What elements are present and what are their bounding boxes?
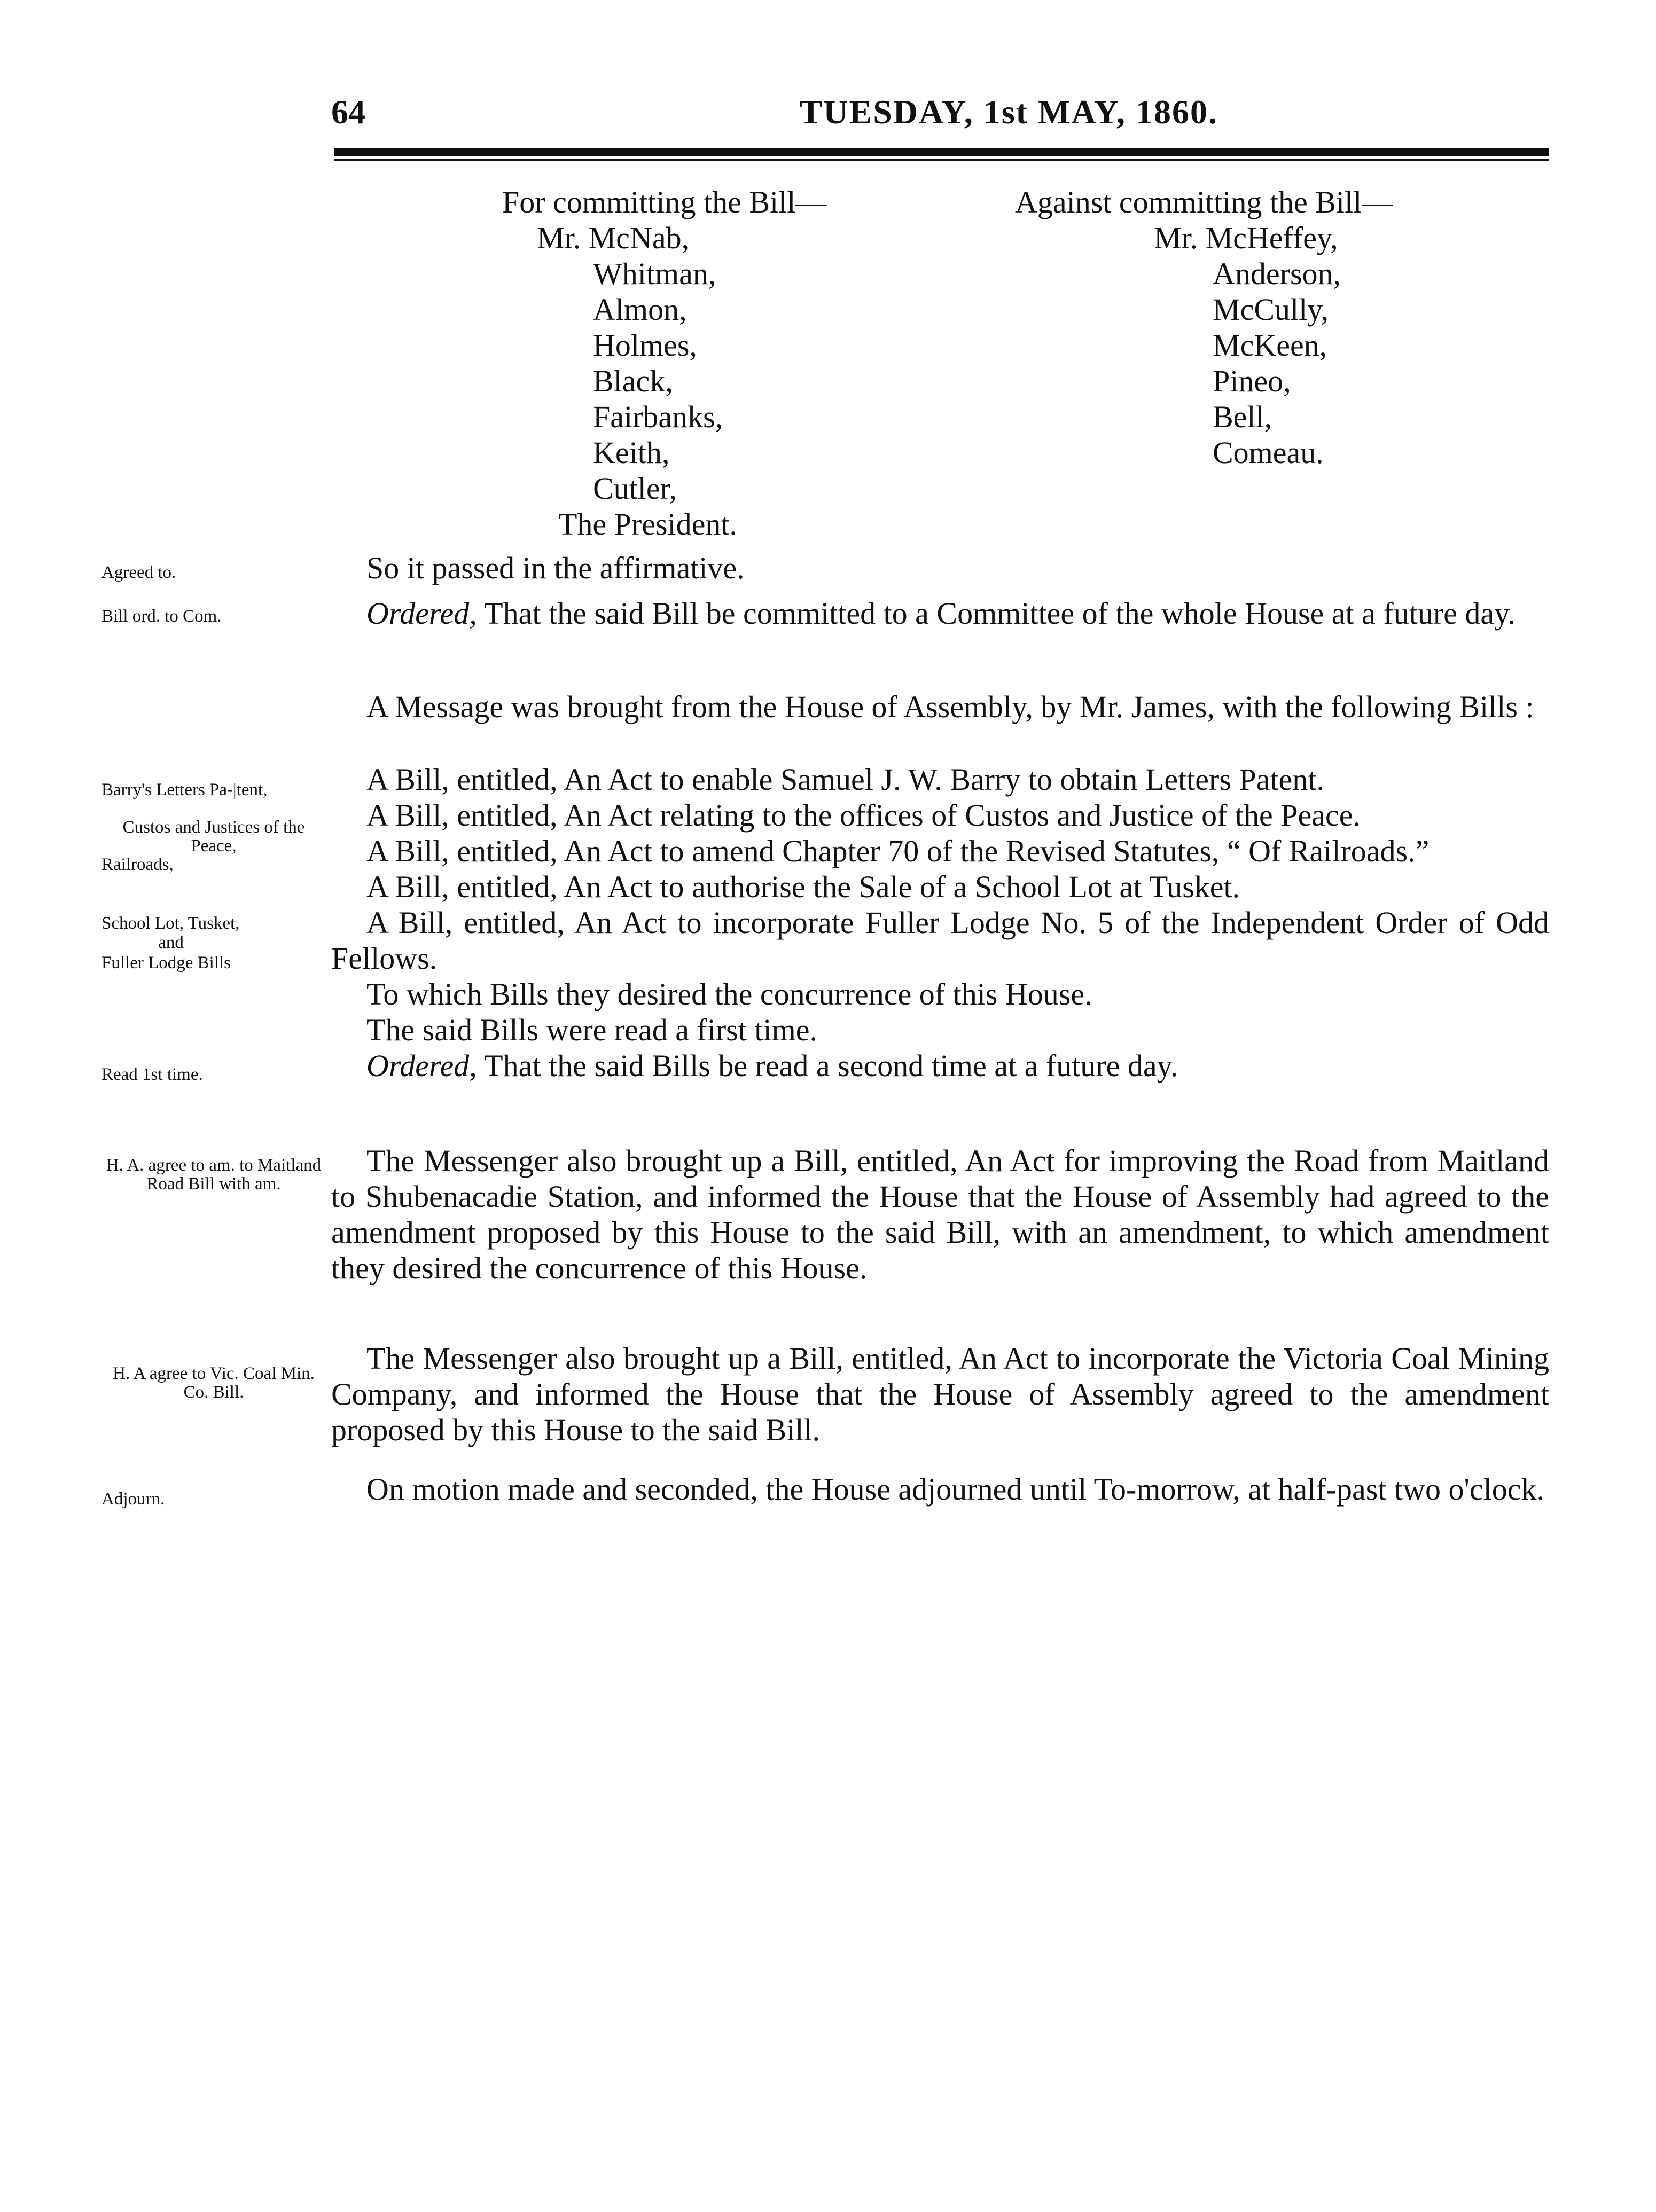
against-name: Pineo, xyxy=(1213,364,1291,398)
margin-note-fuller: Fuller Lodge Bills xyxy=(101,953,231,972)
for-heading: For committing the Bill— xyxy=(502,185,827,219)
margin-note-barry: Barry's Letters Pa-|tent, xyxy=(101,780,268,799)
for-name: Cutler, xyxy=(593,471,677,506)
ordered-label: Ordered, xyxy=(366,1048,477,1083)
ordered-label: Ordered, xyxy=(366,596,477,631)
against-name: Comeau. xyxy=(1213,435,1324,470)
for-name: Fairbanks, xyxy=(593,399,723,434)
for-name: The President. xyxy=(558,507,738,542)
paragraph-maitland: The Messenger also brought up a Bill, entitled, An Act for improving the Road from Maitland to Shubenacadie Station, and informed the House that the House of Assembly had agreed to the amendment proposed by this House to the said Bill, with an amendment, to which amendment they desired the concurrence of this House. xyxy=(331,1143,1549,1285)
margin-note-and: and xyxy=(158,933,184,952)
bill-barry: A Bill, entitled, An Act to enable Samuel J. W. Barry to obtain Letters Patent. xyxy=(366,762,1324,797)
margin-note-adjourn: Adjourn. xyxy=(101,1489,165,1509)
paragraph-victoria: The Messenger also brought up a Bill, entitled, An Act to incorporate the Victoria Coal Mining Company, and informed the House that the House of Assembly agreed to the amendment proposed by this House to the said Bill. xyxy=(331,1341,1549,1447)
for-name: Black, xyxy=(593,364,673,398)
page-number: 64 xyxy=(331,93,365,131)
paragraph-message: A Message was brought from the House of Assembly, by Mr. James, with the following Bills : xyxy=(366,689,1534,724)
for-name: Whitman, xyxy=(593,256,716,291)
margin-note-railroads: Railroads, xyxy=(101,855,174,874)
paragraph-adjourn: On motion made and seconded, the House adjourned until To-morrow, at half-past two o'clock. xyxy=(366,1472,1545,1507)
for-column xyxy=(502,184,826,542)
against-name: McCully, xyxy=(1213,292,1329,327)
margin-note-school: School Lot, Tusket, xyxy=(101,914,240,933)
bill-fuller-lodge: A Bill, entitled, An Act to incorporate Fuller Lodge No. 5 of the Independent Order of Odd Fellows. xyxy=(331,905,1549,976)
concurrence-line: To which Bills they desired the concurrence of this House. xyxy=(366,977,1092,1011)
margin-note-victoria: H. A agree to Vic. Coal Min. Co. Bill. xyxy=(113,1364,315,1402)
margin-note-agreed: Agreed to. xyxy=(101,563,176,582)
against-name: McKeen, xyxy=(1213,328,1327,363)
bill-list xyxy=(331,762,1549,1084)
header-rule-thin xyxy=(334,159,1549,161)
against-name: Mr. McHeffey, xyxy=(1154,221,1338,255)
margin-note-custos: Custos and Justices of the Peace, xyxy=(122,818,305,856)
paragraph-ordered-committed: Ordered, That the said Bill be committed to a Committee of the whole House at a future day. xyxy=(366,596,1516,631)
header-rule-thick xyxy=(334,148,1549,156)
for-name: Keith, xyxy=(593,435,670,470)
ordered-second-line: Ordered, That the said Bills be read a second time at a future day. xyxy=(366,1048,1178,1083)
against-heading: Against committing the Bill— xyxy=(1015,185,1393,219)
against-name: Bell, xyxy=(1213,399,1272,434)
margin-note-read-first: Read 1st time. xyxy=(101,1065,203,1084)
margin-note-maitland: H. A. agree to am. to Maitland Road Bill with am. xyxy=(106,1156,322,1194)
against-name: Anderson, xyxy=(1213,256,1341,291)
for-name: Mr. McNab, xyxy=(537,221,690,255)
bill-school-lot: A Bill, entitled, An Act to authorise the Sale of a School Lot at Tusket. xyxy=(366,869,1240,904)
against-column xyxy=(1015,184,1393,470)
bill-railroads: A Bill, entitled, An Act to amend Chapter 70 of the Revised Statutes, “ Of Railroads.” xyxy=(366,834,1430,868)
page-date: TUESDAY, 1st MAY, 1860. xyxy=(799,93,1218,131)
for-name: Holmes, xyxy=(593,328,697,363)
read-first-line: The said Bills were read a first time. xyxy=(366,1013,817,1047)
for-name: Almon, xyxy=(593,292,687,327)
paragraph-passed: So it passed in the affirmative. xyxy=(366,551,745,585)
bill-custos: A Bill, entitled, An Act relating to the offices of Custos and Justice of the Peace. xyxy=(366,798,1361,833)
margin-note-bill-ordered: Bill ord. to Com. xyxy=(101,607,222,626)
